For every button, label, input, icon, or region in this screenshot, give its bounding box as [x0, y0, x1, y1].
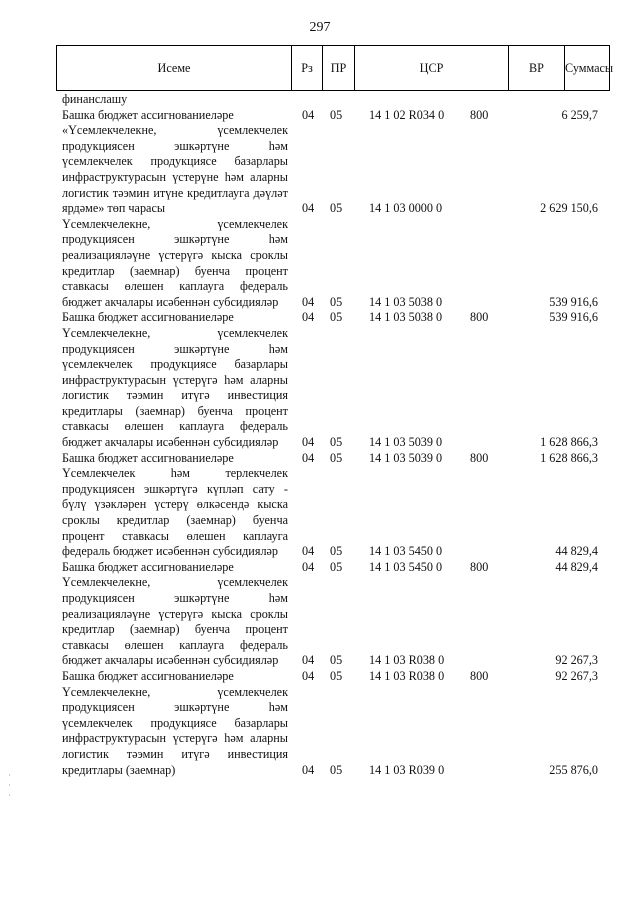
row-rz: 04 — [302, 107, 315, 122]
row-vr: 800 — [470, 668, 489, 683]
row-rz: 04 — [302, 653, 315, 668]
row-csr: 14 1 03 5038 0 — [369, 294, 443, 309]
row-pr: 05 — [330, 294, 343, 309]
row-csr: 14 1 03 0000 0 — [369, 201, 443, 216]
row-csr: 14 1 02 R034 0 — [369, 107, 445, 122]
row-csr: 14 1 03 R038 0 — [369, 653, 445, 668]
row-name: Башка бюджет ассигнованиеләре — [62, 450, 234, 465]
row-pr: 05 — [330, 107, 343, 122]
header-vr: ВР — [509, 46, 565, 90]
row-rz: 04 — [302, 294, 315, 309]
row-pr: 05 — [330, 762, 343, 777]
row-pr: 05 — [330, 653, 343, 668]
page-number: 297 — [309, 20, 331, 35]
row-pr: 05 — [330, 668, 343, 683]
row-csr: 14 1 03 5450 0 — [369, 559, 443, 574]
row-name: Үсемлекчелек һәм терлекчелек продукциясен эшкәртүгә күпләп сату - бүлү үзәкләрен үстерү өлкәсендә кыска сроклы кредитлар (заемнар) буенча процент ставкасы өлешен каплауга федераль бюджет исәбеннән субсидияләр — [62, 466, 288, 559]
row-name: «Үсемлекчелекне, үсемлекчелек продукциясен эшкәртүне һәм үсемлекчелек продукциясе базарлары инфраструктурасын үстерүне һәм аларны логистик тәэмин итүне кредитлауга дәүләт ярдәме» төп чарасы — [62, 123, 288, 216]
row-sum: 255 876,0 — [549, 762, 598, 777]
row-pr: 05 — [330, 450, 343, 465]
header-sum: Суммасы — [565, 61, 614, 75]
table-row — [0, 108, 640, 124]
row-name: Башка бюджет ассигнованиеләре — [62, 310, 234, 325]
row-rz: 04 — [302, 668, 315, 683]
row-csr: 14 1 03 R039 0 — [369, 762, 445, 777]
row-vr: 800 — [470, 559, 489, 574]
row-rz: 04 — [302, 762, 315, 777]
row-pr: 05 — [330, 544, 343, 559]
row-sum: 92 267,3 — [555, 653, 598, 668]
table-row — [0, 669, 640, 685]
row-csr: 14 1 03 5450 0 — [369, 544, 443, 559]
row-name: Үсемлекчелекне, үсемлекчелек продукциясен эшкәртүне һәм реализацияләүне үстерүгә кыска сроклы кредитлар (заемнар) буенча процент ставкасы өлешен каплауга федераль бюджет акчалары исәбеннән субсидияләр — [62, 216, 288, 309]
row-csr: 14 1 03 5038 0 — [369, 310, 443, 325]
table-row — [0, 217, 640, 311]
row-pr: 05 — [330, 559, 343, 574]
row-vr: 800 — [470, 450, 489, 465]
table-row — [0, 92, 640, 108]
row-pr: 05 — [330, 201, 343, 216]
table-row — [0, 123, 640, 217]
header-pr: ПР — [323, 46, 355, 90]
row-vr: 800 — [470, 310, 489, 325]
row-sum: 539 916,6 — [549, 310, 598, 325]
table-row — [0, 685, 640, 779]
row-name: Башка бюджет ассигнованиеләре — [62, 107, 234, 122]
row-rz: 04 — [302, 450, 315, 465]
row-name: Үсемлекчелекне, үсемлекчелек продукциясен эшкәртүне һәм үсемлекчелек продукциясе базарлары инфраструктурасын үстерүгә һәм аларны логистик тәэмин итүгә инвестиция кредитлары (заемнар) буенча процент ставкасы өлешен каплауга федераль бюджет акчалары исәбеннән субсидияләр — [62, 325, 288, 450]
table-row — [0, 466, 640, 560]
row-sum: 539 916,6 — [549, 294, 598, 309]
table-row — [0, 310, 640, 326]
row-name: Башка бюджет ассигнованиеләре — [62, 559, 234, 574]
row-pr: 05 — [330, 435, 343, 450]
row-name: Үсемлекчелекне, үсемлекчелек продукциясен эшкәртүне һәм реализацияләүне үстерүгә кыска сроклы кредитлар (заемнар) буенча процент ставкасы өлешен каплауга федераль бюджет акчалары исәбеннән субсидияләр — [62, 575, 288, 668]
row-csr: 14 1 03 R038 0 — [369, 668, 445, 683]
table-body — [0, 92, 640, 778]
table-row — [0, 451, 640, 467]
row-name: финанслашу — [62, 92, 128, 106]
row-rz: 04 — [302, 201, 315, 216]
row-sum: 44 829,4 — [555, 559, 598, 574]
header-csr: ЦСР — [355, 46, 509, 90]
row-csr: 14 1 03 5039 0 — [369, 450, 443, 465]
header-rz: Рз — [292, 46, 323, 90]
row-vr: 800 — [470, 107, 489, 122]
table-row — [0, 560, 640, 576]
row-rz: 04 — [302, 559, 315, 574]
header-name: Исеме — [57, 46, 292, 90]
row-rz: 04 — [302, 544, 315, 559]
row-rz: 04 — [302, 310, 315, 325]
row-name: Башка бюджет ассигнованиеләре — [62, 668, 234, 683]
margin-marks: · · · — [8, 770, 11, 800]
row-sum: 1 628 866,3 — [540, 435, 598, 450]
row-rz: 04 — [302, 435, 315, 450]
row-csr: 14 1 03 5039 0 — [369, 435, 443, 450]
row-sum: 1 628 866,3 — [540, 450, 598, 465]
row-name: Үсемлекчелекне, үсемлекчелек продукциясен эшкәртүне һәм үсемлекчелек продукциясе базарлары инфраструктурасын үстерүгә һәм аларны логистик тәэмин итүгә инвестиция кредитлары (заемнар) — [62, 684, 288, 777]
row-sum: 6 259,7 — [561, 107, 598, 122]
row-sum: 2 629 150,6 — [540, 201, 598, 216]
table-row — [0, 326, 640, 451]
row-sum: 92 267,3 — [555, 668, 598, 683]
row-pr: 05 — [330, 310, 343, 325]
row-sum: 44 829,4 — [555, 544, 598, 559]
table-row — [0, 575, 640, 669]
table-header — [56, 45, 614, 91]
